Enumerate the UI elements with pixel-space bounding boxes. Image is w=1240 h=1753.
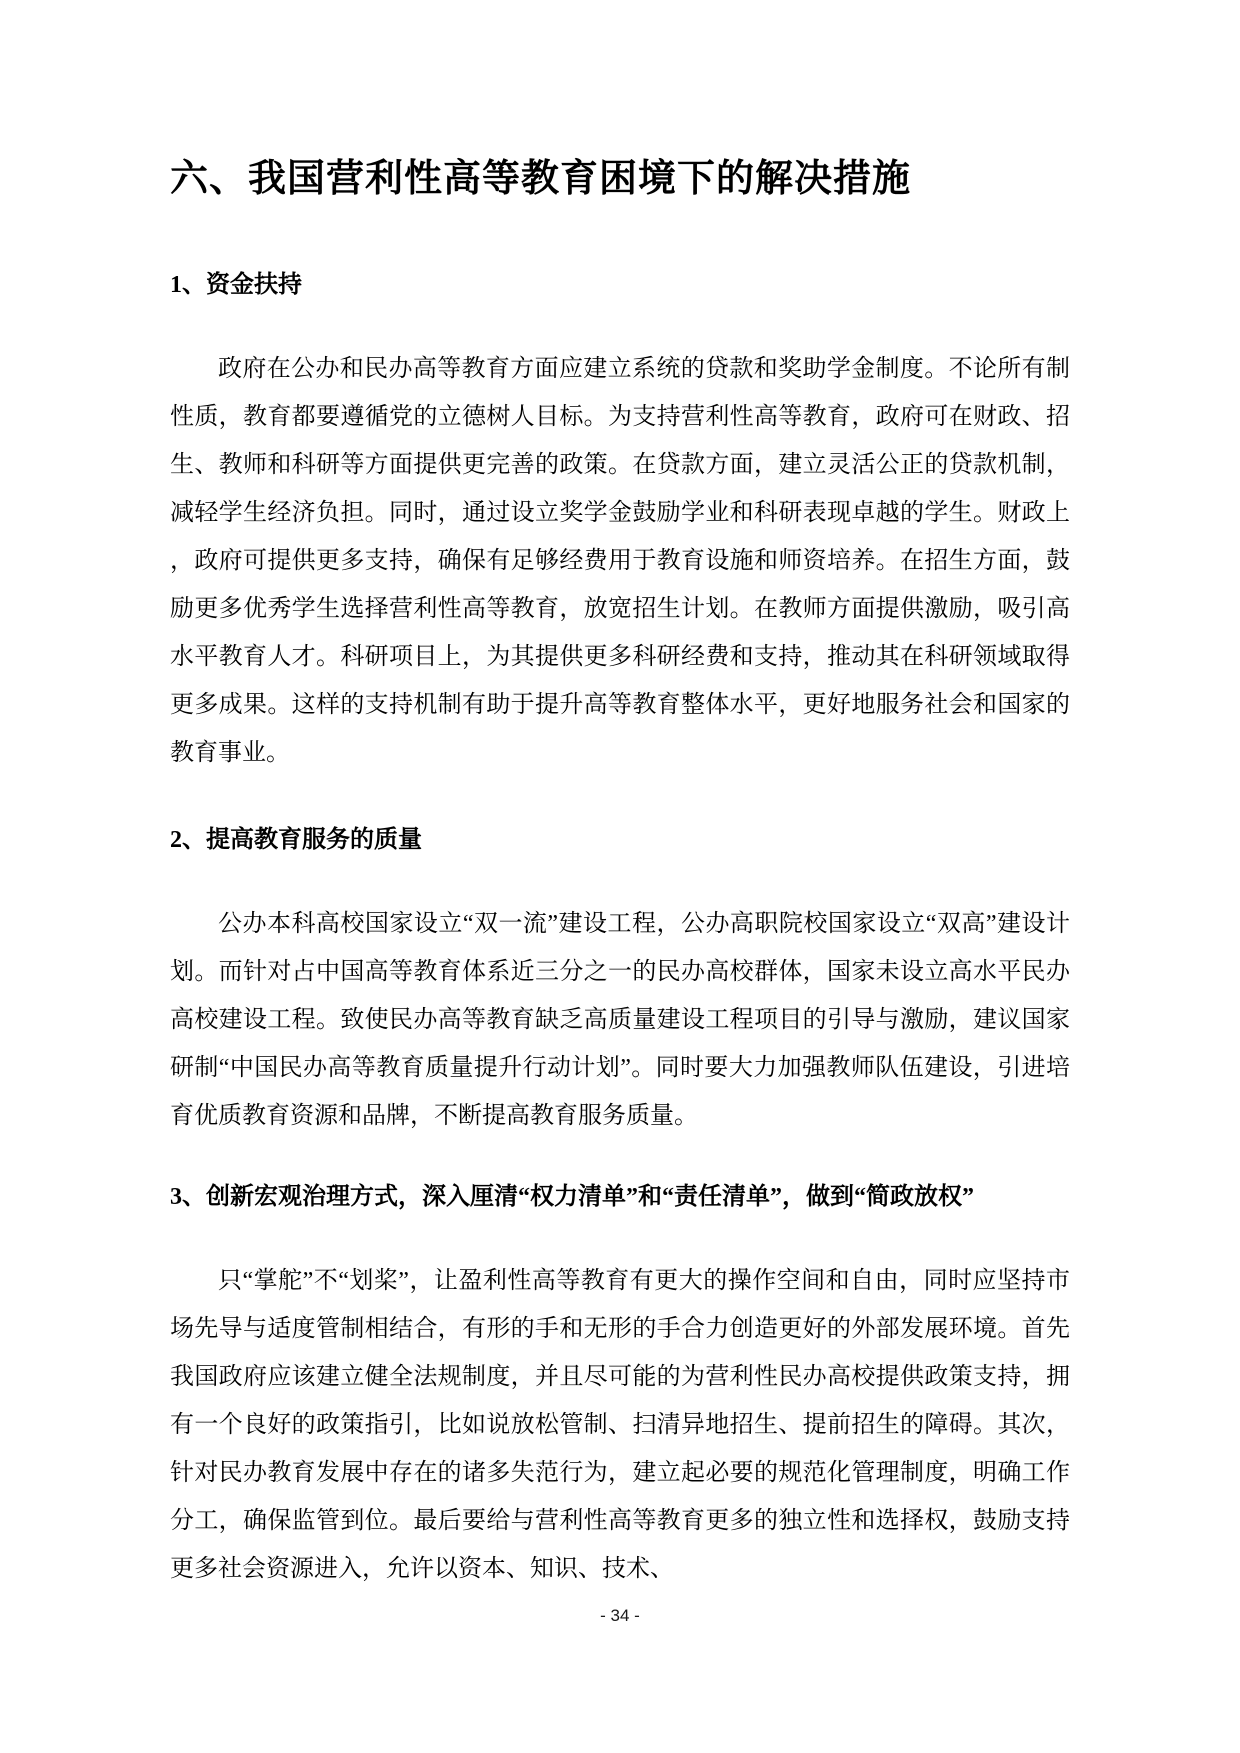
section-paragraph-1: 政府在公办和民办高等教育方面应建立系统的贷款和奖助学金制度。不论所有制性质，教育都要遵循党的立德树人目标。为支持营利性高等教育，政府可在财政、招生、教师和科研等方面提供更完善的政策。在贷款方面，建立灵活公正的贷款机制，减轻学生经济负担。同时，通过设立奖学金鼓励学业和科研表现卓越的学生。财政上，政府可提供更多支持，确保有足够经费用于教育设施和师资培养。在招生方面，鼓励更多优秀学生选择营利性高等教育，放宽招生计划。在教师方面提供激励，吸引高水平教育人才。科研项目上，为其提供更多科研经费和支持，推动其在科研领域取得更多成果。这样的支持机制有助于提升高等教育整体水平，更好地服务社会和国家的教育事业。 — [170, 356, 1070, 766]
section-service-quality — [170, 825, 1070, 1140]
section-heading-2: 2、提高教育服务的质量 — [170, 827, 422, 853]
section-heading-1: 1、资金扶持 — [170, 272, 302, 298]
page-title: 六、我国营利性高等教育困境下的解决措施 — [170, 158, 912, 200]
section-paragraph-2: 公办本科高校国家设立“双一流”建设工程，公办高职院校国家设立“双高”建设计划。而针对占中国高等教育体系近三分之一的民办高校群体，国家未设立高水平民办高校建设工程。致使民办高等教育缺乏高质量建设工程项目的引导与激励，建议国家研制“中国民办高等教育质量提升行动计划”。同时要大力加强教师队伍建设，引进培育优质教育资源和品牌，不断提高教育服务质量。 — [170, 911, 1070, 1129]
section-paragraph-3: 只“掌舵”不“划桨”，让盈利性高等教育有更大的操作空间和自由，同时应坚持市场先导与适度管制相结合，有形的手和无形的手合力创造更好的外部发展环境。首先我国政府应该建立健全法规制度，并且尽可能的为营利性民办高校提供政策支持，拥有一个良好的政策指引，比如说放松管制、扫清异地招生、提前招生的障碍。其次，针对民办教育发展中存在的诸多失范行为，建立起必要的规范化管理制度，明确工作分工，确保监管到位。最后要给与营利性高等教育更多的独立性和选择权，鼓励支持更多社会资源进入，允许以资本、知识、技术、 — [170, 1268, 1070, 1582]
section-heading-3: 3、创新宏观治理方式，深入厘清“权力清单”和“责任清单”，做到“简政放权” — [170, 1184, 974, 1210]
page-number-footer: - 34 - — [600, 1606, 640, 1625]
section-funding — [170, 270, 1070, 777]
section-governance — [170, 1182, 1070, 1593]
